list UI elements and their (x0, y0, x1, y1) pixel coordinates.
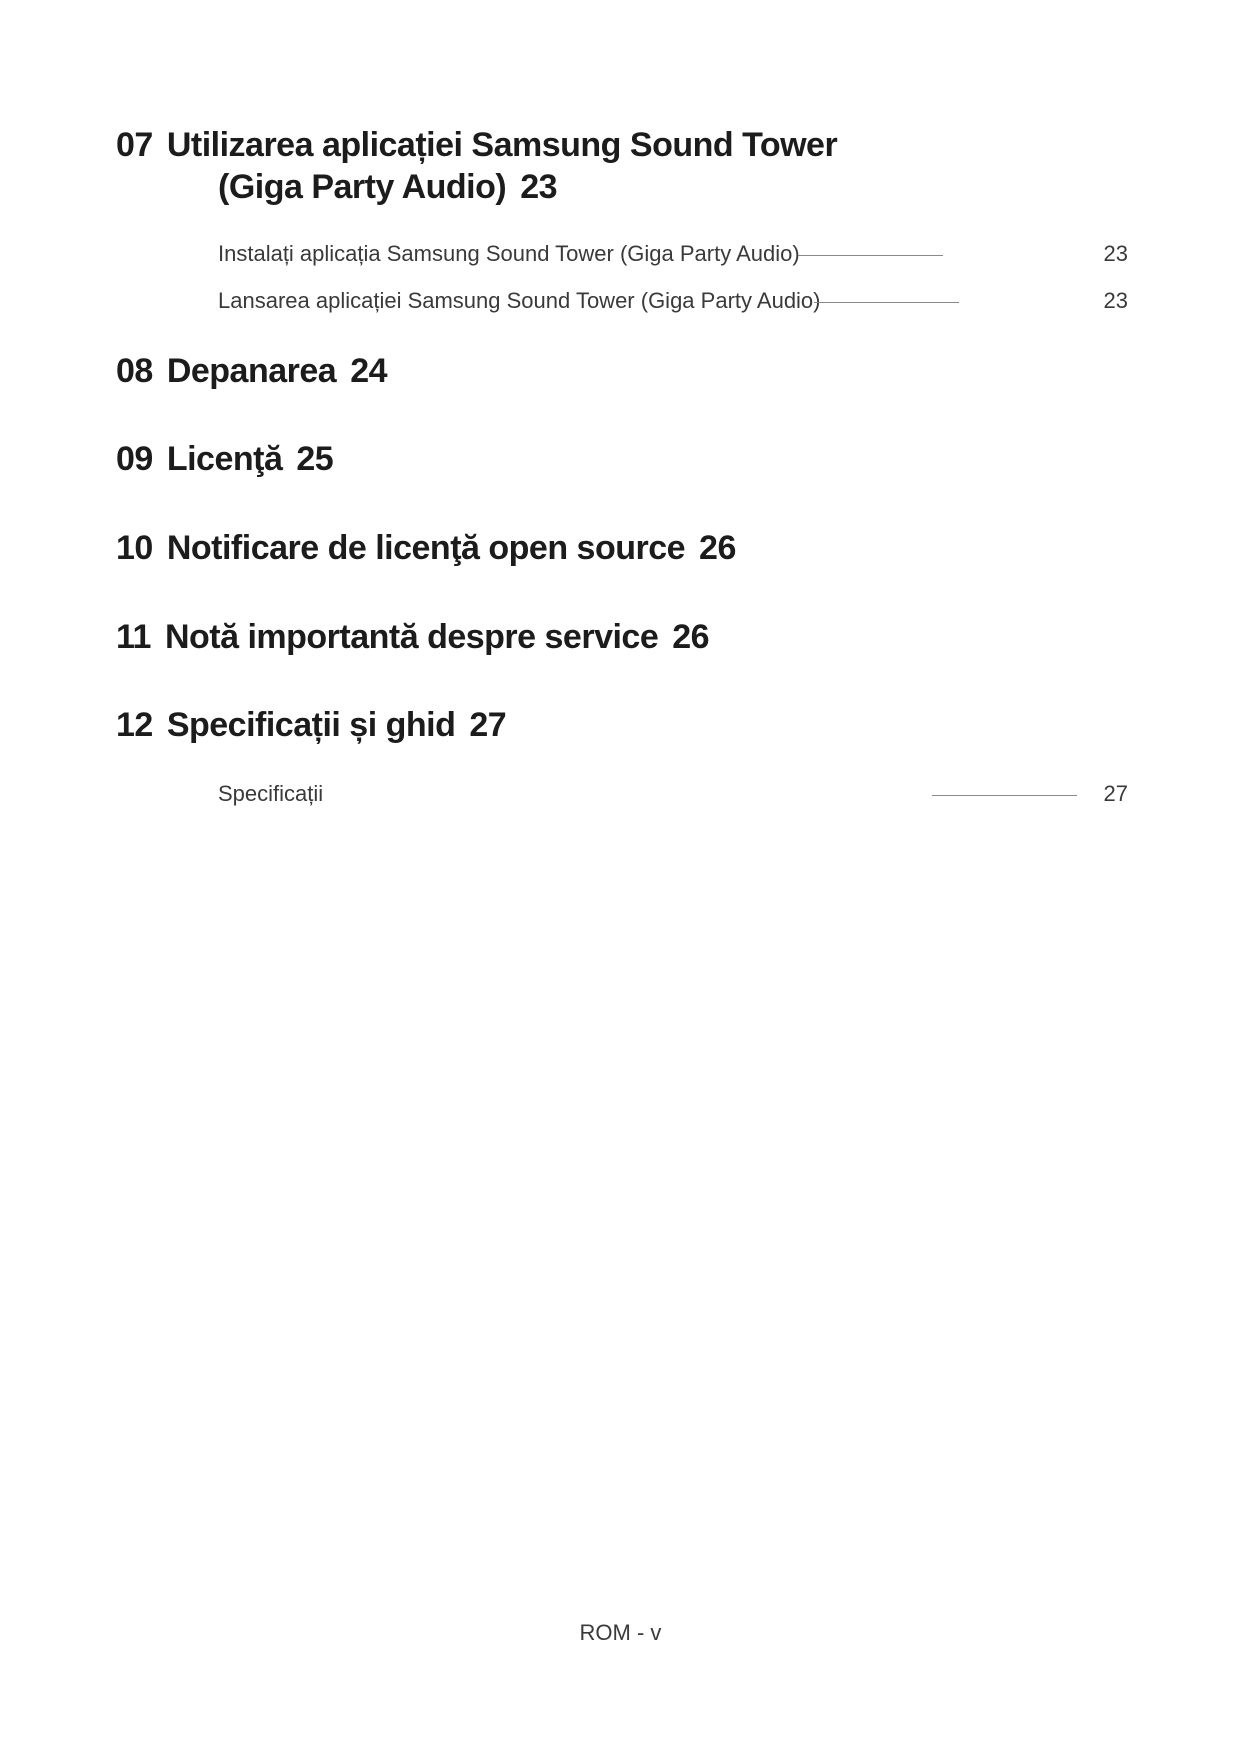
chapter-title: Licenţă (166, 440, 283, 478)
chapter-title: Depanarea (166, 352, 337, 390)
page-footer-number: ROM - v (579, 1620, 662, 1645)
chapter-page-number: 26 (672, 618, 710, 656)
toc-entry-install-app[interactable] (218, 241, 1128, 271)
entry-page-number: 27 (1103, 781, 1128, 806)
chapter-title: Notificare de licenţă open source (166, 529, 686, 567)
dotted-leader (932, 795, 1077, 796)
chapter-title-line2: (Giga Party Audio) (218, 168, 507, 206)
chapter-number: 07 (116, 126, 153, 164)
toc-chapter-11[interactable] (116, 616, 709, 658)
chapter-title: Notă importantă despre service (164, 618, 659, 656)
chapter-title-continued (116, 166, 837, 208)
toc-chapter-08[interactable] (116, 350, 387, 392)
entry-page-number: 23 (1103, 241, 1128, 266)
chapter-page-number: 24 (350, 352, 388, 390)
chapter-page-number: 25 (296, 440, 334, 478)
chapter-title: Utilizarea aplicației Samsung Sound Tower (166, 126, 838, 164)
toc-chapter-09[interactable] (116, 438, 333, 480)
chapter-number: 08 (116, 352, 153, 390)
dotted-leader (798, 255, 943, 256)
chapter-title: Specificații și ghid (166, 706, 456, 744)
chapter-page-number: 26 (699, 529, 736, 567)
chapter-page-number: 23 (520, 168, 558, 206)
entry-page-number: 23 (1103, 288, 1128, 313)
toc-chapter-07[interactable] (116, 124, 837, 208)
chapter-number: 12 (116, 706, 153, 744)
chapter-number: 09 (116, 440, 153, 478)
entry-label: Lansarea aplicației Samsung Sound Tower (Giga Party Audio) (218, 288, 821, 313)
dotted-leader (814, 302, 959, 303)
entry-label: Instalați aplicația Samsung Sound Tower (Giga Party Audio) (218, 241, 800, 266)
toc-entry-launch-app[interactable] (218, 288, 1128, 318)
toc-entry-specifications[interactable] (218, 781, 1128, 811)
toc-chapter-12[interactable] (116, 704, 506, 746)
chapter-number: 10 (116, 529, 153, 567)
chapter-number: 11 (116, 618, 151, 656)
chapter-page-number: 27 (469, 706, 507, 744)
entry-label: Specificații (218, 781, 324, 806)
toc-chapter-10[interactable] (116, 527, 736, 569)
